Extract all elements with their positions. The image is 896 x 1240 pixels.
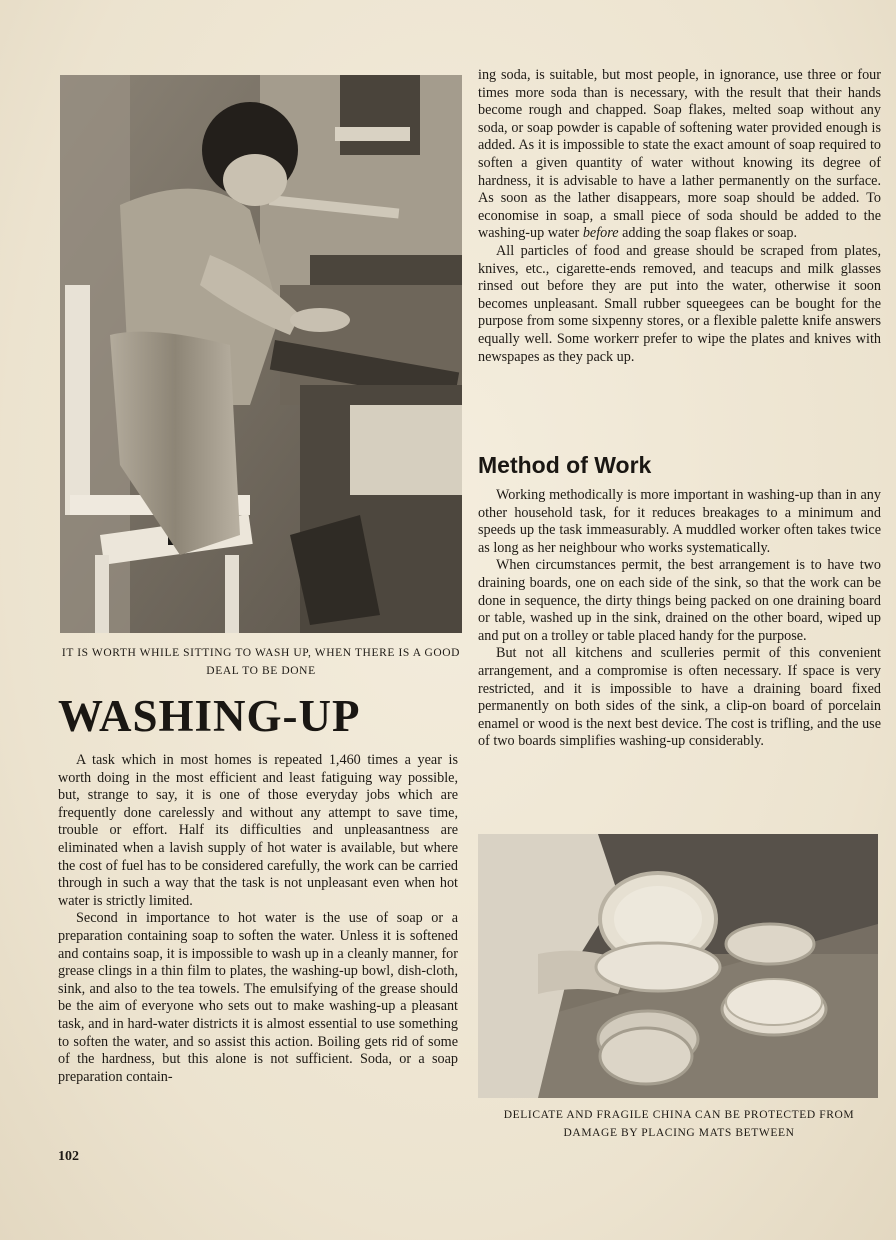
right-column-top [478,67,881,366]
article-title: WASHING-UP [58,691,361,741]
left-column-body [58,752,458,1086]
paragraph: Working methodically is more important in washing-up than in any other household task, for it reduces breakages to a minimum and speeds up the task immeasurably. A muddled worker often takes twice as long as her neighbour who works systematically. [478,487,881,556]
method-of-work-body [478,487,881,751]
italic-run: before [582,225,619,242]
section-heading: Method of Work [478,452,652,478]
caption-china: DELICATE AND FRAGILE CHINA CAN BE PROTECTED FROM DAMAGE BY PLACING MATS BETWEEN [503,1109,855,1139]
paragraph: When circumstances permit, the best arrangement is to have two draining boards, one on each side of the sink, so that the work can be done in sequence, the dirty things being packed on one draining board or table, washed up in the sink, drained on the other board, wiped up and put on a trolley or table placed handy for the purpose. [478,557,881,644]
caption-sitting: IT IS WORTH WHILE SITTING TO WASH UP, WHEN THERE IS A GOOD DEAL TO BE DONE [61,647,461,677]
page-number: 102 [58,1149,79,1164]
photo-china-plates-with-mats [478,834,878,1098]
paragraph: All particles of food and grease should be scraped from plates, knives, etc., cigarette-ends removed, and teacups and milk glasses rinsed out before they are put into the water, otherwise it soon becomes unpleasant. Small rubber squeegees can be bought for the purpose from some sixpenny stores, or a flexible palette knife answers equally well. Some workerr prefer to wipe the plates and knives with newspapes as they pack up. [478,242,881,365]
paragraph-continued [478,67,881,243]
paragraph: A task which in most homes is repeated 1,460 times a year is worth doing in the most efficient and least fatiguing way possible, but, strange to say, it is one of those everyday jobs which are frequently done carelessly and without any attempt to save time, trouble or effort. Half its difficulties and unpleasantness are eliminated when a lavish supply of hot water is available, but where the cost of fuel has to be considered carefully, the work can be carried through in such a way that the task is not unpleasant even when hot water is strictly limited. [58,752,458,909]
paragraph: Second in importance to hot water is the use of soap or a preparation containing soap to soften the water. Unless it is softened and contains soap, it is impossible to wash up in a cleanly manner, for grease clings in a thin film to plates, the washing-up bowl, dish-cloth, sink, and also to the tea towels. The emulsifying of the grease should be the aim of everyone who sets out to make washing-up a pleasant task, and in hard-water districts it is almost essential to use something to soften the water, and so assist this action. Boiling gets rid of some of the hardness, but this alone is not sufficient. Soda, or a soap preparation contain- [58,910,458,1085]
photo-woman-sitting-at-sink [60,75,462,633]
paragraph: But not all kitchens and sculleries permit of this convenient arrangement, and a compromise is often necessary. If space is very restricted, and it is impossible to have a draining board fixed permanently on both sides of the sink, a clip-on board of porcelain enamel or wood is the next best device. The cost is trifling, and the use of two boards simplifies washing-up considerably. [478,645,881,750]
text-run: ing soda, is suitable, but most people, in ignorance, use three or four times more soda than is necessary, with the result that their hands become rough and chapped. Soap flakes, melted soap without any soda, or soap powder is capable of softening water provided enough is added. As it is impossible to state the exact amount of soap required to soften a given quantity of water without knowing its degree of hardness, it is advisable to have a lather permanently on the surface. As soon as the lather disappears, more soap should be added. To economise in soap, a small piece of soda should be added to the washing-up water [478,67,881,242]
text-run: adding the soap flakes or soap. [618,225,798,242]
